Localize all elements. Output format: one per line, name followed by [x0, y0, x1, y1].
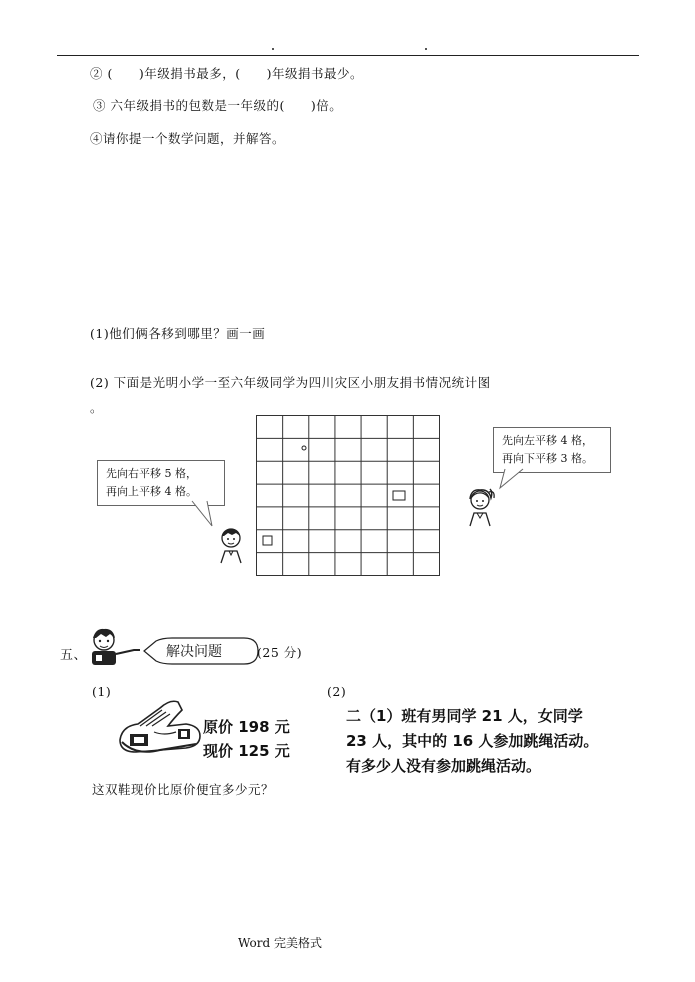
- current-price: 现价 125 元: [203, 742, 290, 760]
- grid-prompt-2-tail: 。: [90, 400, 104, 415]
- speech-bubble-right: [493, 427, 611, 473]
- section-number: 五、: [60, 648, 88, 663]
- problem-2-label: (2): [327, 684, 347, 699]
- header-dot: [272, 48, 274, 50]
- grid-prompt-1: (1)他们俩各移到哪里？画一画: [90, 326, 266, 341]
- grid-prompt-2: (2) 下面是光明小学一至六年级同学为四川灾区小朋友捐书情况统计图: [90, 375, 491, 390]
- section-score: (25 分): [257, 645, 303, 660]
- header-dot: [425, 48, 427, 50]
- problem-2-line-3: 有多少人没有参加跳绳活动。: [346, 757, 542, 775]
- circle-marker: [302, 446, 306, 450]
- bubble-left-line-2: 再向上平移 4 格。: [106, 485, 197, 498]
- original-price: 原价 198 元: [203, 718, 290, 736]
- bubble-left-line-1: 先向右平移 5 格，: [106, 467, 197, 480]
- boy-figure-icon: [215, 525, 247, 565]
- girl-figure-icon: [462, 486, 498, 528]
- problem-2-line-2: 23 人，其中的 16 人参加跳绳活动。: [346, 732, 599, 750]
- grid-lines: [256, 415, 440, 576]
- square-marker-left: [263, 536, 272, 545]
- bubble-right-tail: [495, 468, 530, 493]
- shoe-icon: [116, 696, 204, 760]
- student-pointing-icon: [84, 626, 144, 670]
- footer-text: Word 完美格式: [238, 936, 322, 950]
- bubble-right-line-2: 再向下平移 3 格。: [502, 452, 593, 465]
- problem-1-question: 这双鞋现价比原价便宜多少元？: [92, 782, 275, 797]
- question-3: ③ 六年级捐书的包数是一年级的( )倍。: [93, 98, 343, 113]
- rectangle-marker-right: [393, 491, 405, 500]
- problem-1-label: (1): [92, 684, 112, 699]
- question-4: ④请你提一个数学问题，并解答。: [90, 131, 286, 146]
- header-rule: [57, 55, 639, 56]
- bubble-right-line-1: 先向左平移 4 格，: [502, 434, 593, 447]
- section-title: 解决问题: [166, 644, 222, 660]
- problem-2-line-1: 二（1）班有男同学 21 人，女同学: [346, 707, 583, 725]
- question-2: ② ( )年级捐书最多，( )年级捐书最少。: [90, 66, 363, 81]
- translation-grid: [256, 415, 440, 576]
